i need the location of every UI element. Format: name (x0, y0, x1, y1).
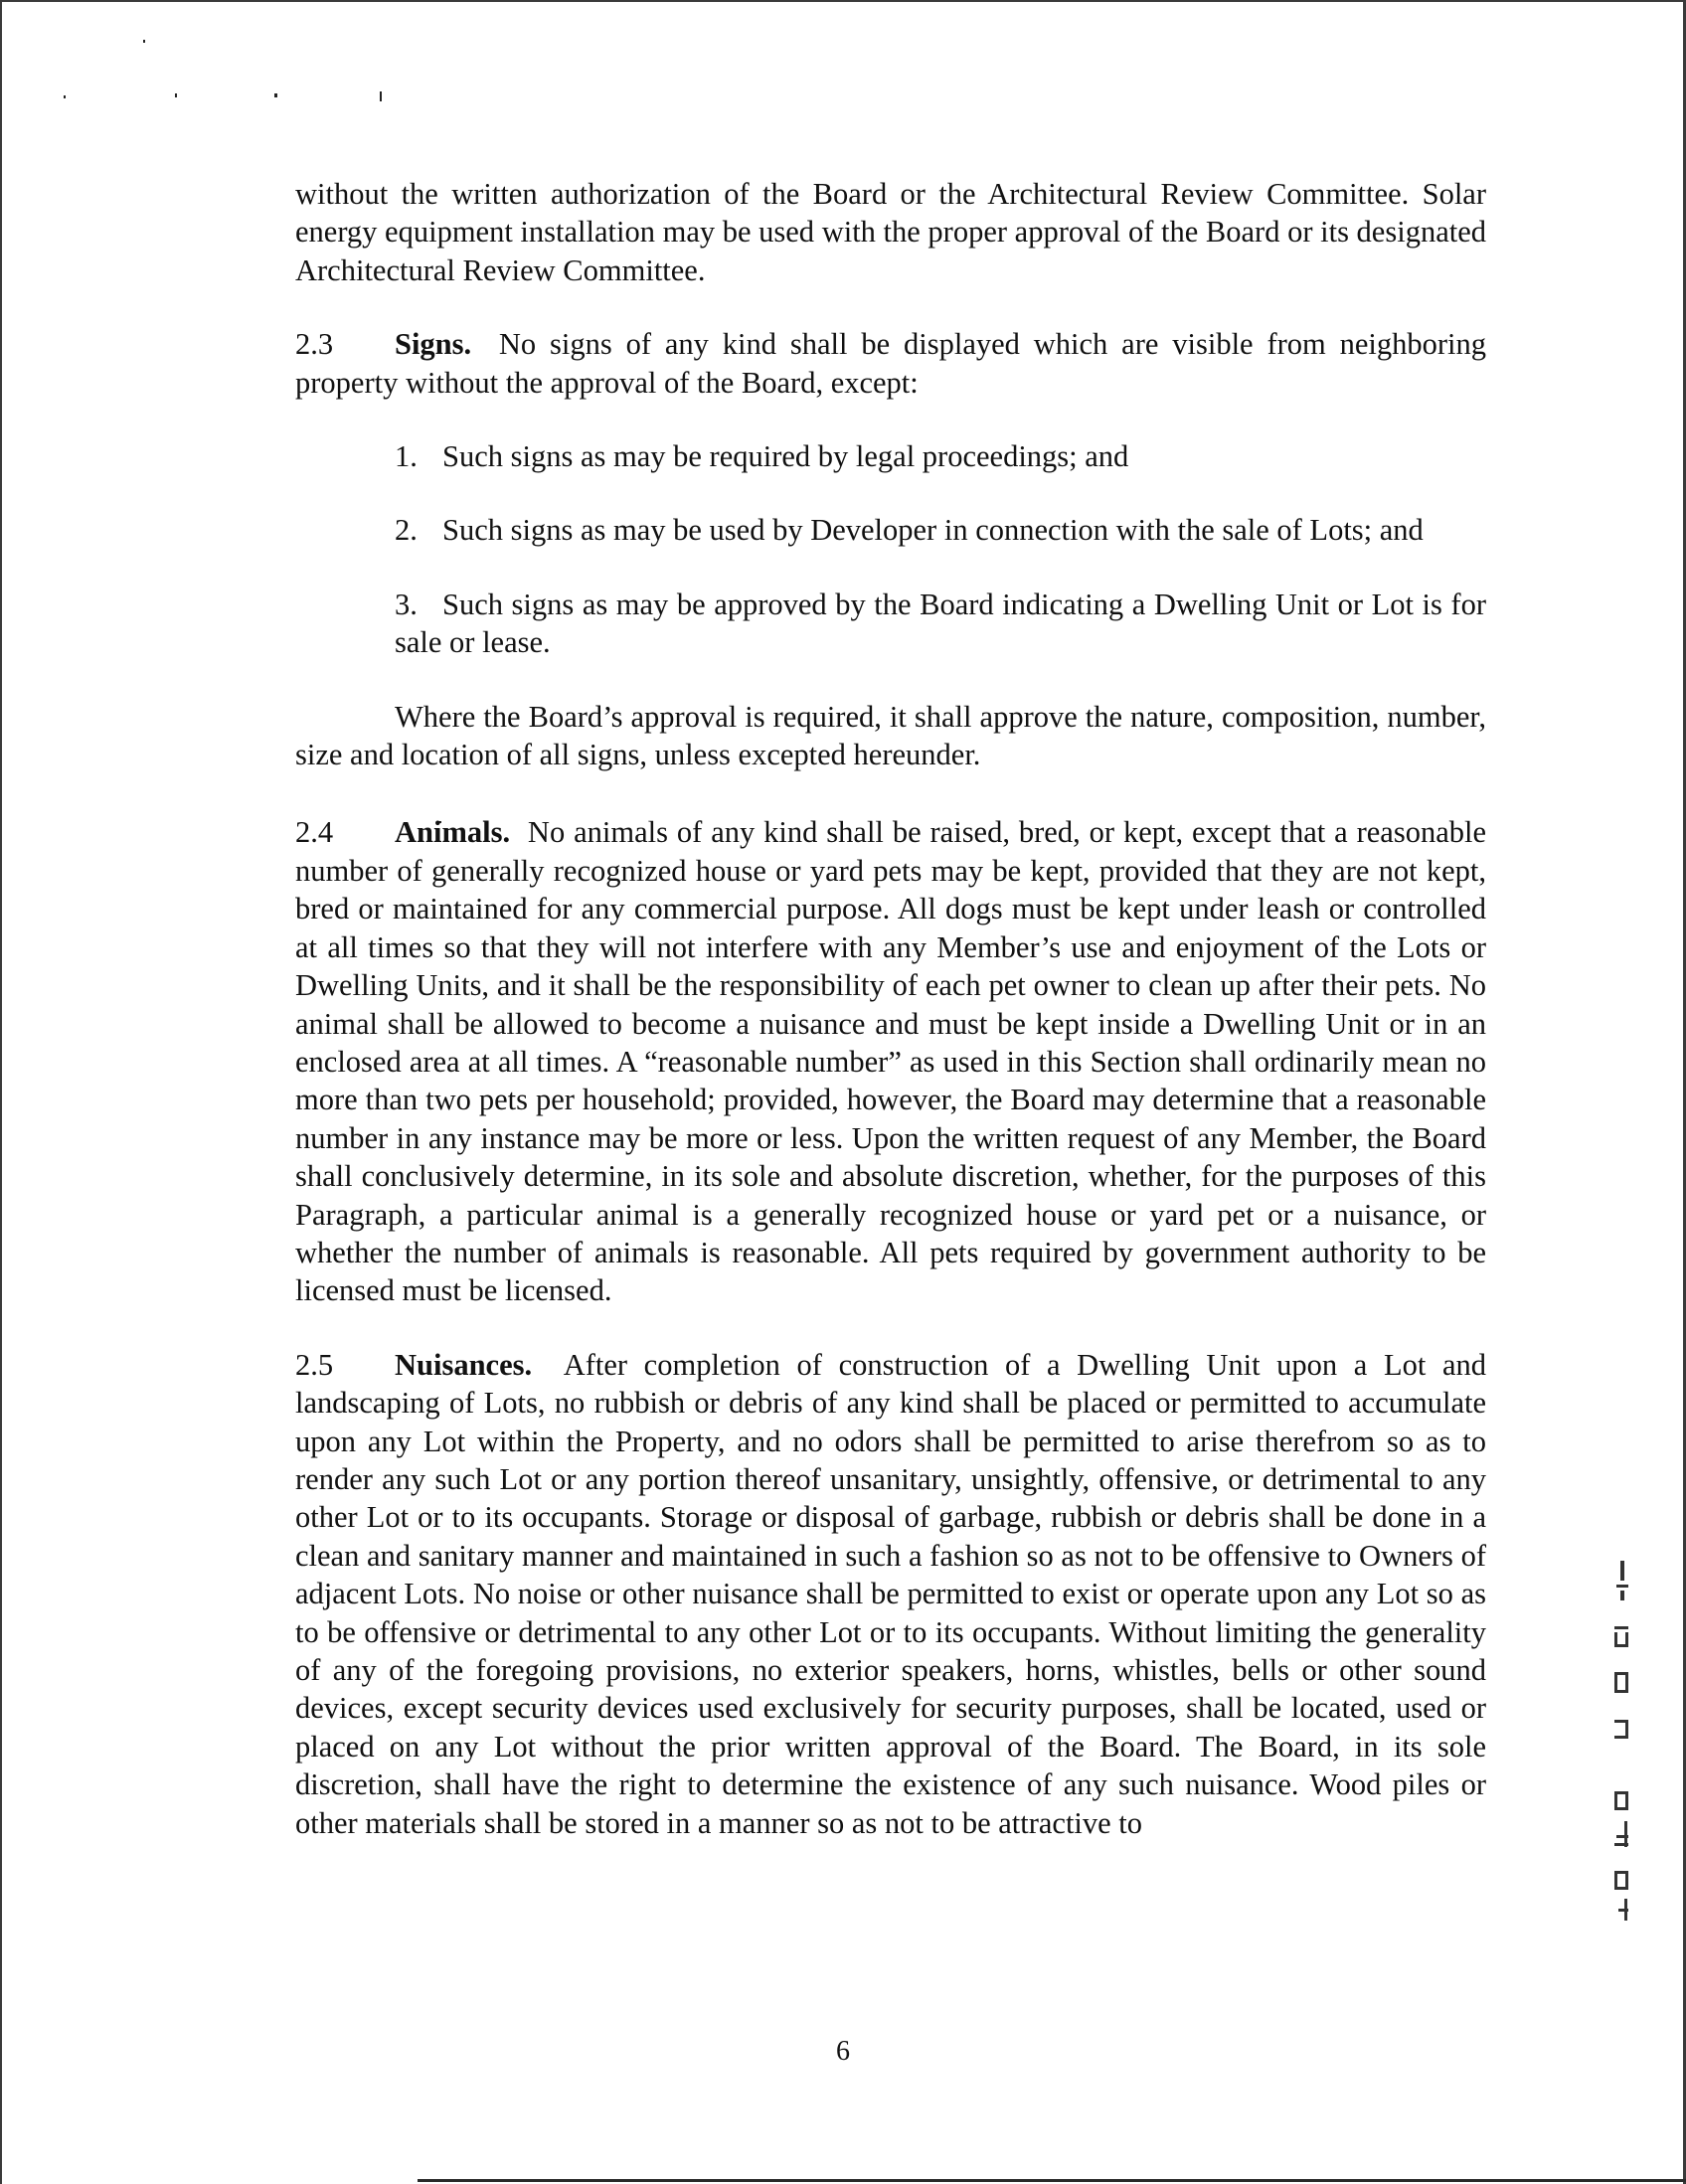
list-item (295, 586, 1486, 662)
scan-edge-top (0, 0, 1686, 2)
recording-stamp-mark (1602, 1561, 1642, 1929)
list-text: Such signs as may be approved by the Board indicating a Dwelling Unit or Lot is for sale or lease. (395, 587, 1486, 660)
scan-speck (274, 93, 277, 97)
section-animals (295, 813, 1486, 1309)
list-number: 2. (395, 513, 418, 548)
section-signs (295, 325, 1486, 402)
scan-speck (143, 40, 145, 43)
list-number: 3. (395, 587, 418, 621)
section-text: No animals of any kind shall be raised, bred, or kept, except that a reasonable number of generally recognized house or yard pets may be kept, provided that they are not kept, bred or maintained for any commercial purpose. All dogs must be kept under leash or controlled at all times so that they will not interfere with any Member’s use and enjoyment of the Lots or Dwelling Units, and it shall be the responsibility of each pet owner to clean up after their pets. No animal shall be allowed to become a nuisance and must be kept inside a Dwelling Unit or in an enclosed area at all times. A “reasonable number” as used in this Section shall ordinarily mean no more than two pets per household; provided, however, the Board may determine that a reasonable number in any instance may be more or less. Upon the written request of any Member, the Board shall conclusively determine, in its sole and absolute discretion, whether, for the purposes of this Paragraph, a particular animal is a generally recognized house or yard pet or a nuisance, or whether the number of animals is reasonable. All pets required by government authority to be licensed must be licensed. (295, 815, 1486, 1308)
section-number: 2.5 (295, 1347, 334, 1382)
list-text: Such signs as may be required by legal proceedings; and (442, 439, 1129, 474)
scan-edge-bottom (418, 2179, 1686, 2182)
section-text: After completion of construction of a Dwelling Unit upon a Lot and landscaping of Lots, no rubbish or debris of any kind shall be placed or permitted to accumulate upon any Lot within the Property, and no odors shall be permitted to arise therefrom so as to render any such Lot or any portion thereof unsanitary, unsightly, offensive, or detrimental to any other Lot or to its occupants. Storage or disposal of garbage, rubbish or debris shall be done in a clean and sanitary manner and maintained in such a fashion so as not to be offensive to Owners of adjacent Lots. No noise or other nuisance shall be permitted to exist or operate upon any Lot so as to be offensive or detrimental to any other Lot or to its occupants. Without limiting the generality of any of the foregoing provisions, no exterior speakers, horns, whistles, bells or other sound devices, except security devices used exclusively for security purposes, shall be located, used or placed on any Lot without the prior written approval of the Board. The Board, in its sole discretion, shall have the right to determine the existence of any such nuisance. Wood piles or other materials shall be stored in a manner so as not to be attractive to (295, 1347, 1486, 1840)
list-number: 1. (395, 439, 418, 474)
recording-stamp-graphic (1602, 1561, 1642, 1929)
section-title: Signs. (395, 327, 472, 362)
document-body (295, 175, 1486, 1842)
section-number: 2.4 (295, 815, 334, 850)
section-title: Nuisances. (395, 1347, 533, 1382)
section-title: Animals. (395, 815, 511, 850)
list-text: Such signs as may be used by Developer in connection with the sale of Lots; and (442, 513, 1424, 548)
list-item (295, 511, 1486, 549)
scan-speck (380, 91, 382, 101)
section-number: 2.3 (295, 327, 334, 362)
signs-closing-paragraph: Where the Board’s approval is required, it shall approve the nature, composition, number, size and location of all signs, unless excepted hereunder. (295, 699, 1486, 772)
section-text: No signs of any kind shall be displayed which are visible from neighboring property without the approval of the Board, except: (295, 327, 1487, 400)
section-nuisances (295, 1346, 1486, 1842)
list-item (295, 437, 1486, 475)
page-number: 6 (836, 2036, 850, 2067)
scan-edge-left (0, 0, 2, 2184)
scan-speck (175, 93, 177, 97)
continuation-paragraph: without the written authorization of the Board or the Architectural Review Committee. Solar energy equipment installation may be used with the proper approval of the Board or its designated Architectural Review Committee. (295, 177, 1486, 287)
scan-speck (64, 95, 66, 98)
